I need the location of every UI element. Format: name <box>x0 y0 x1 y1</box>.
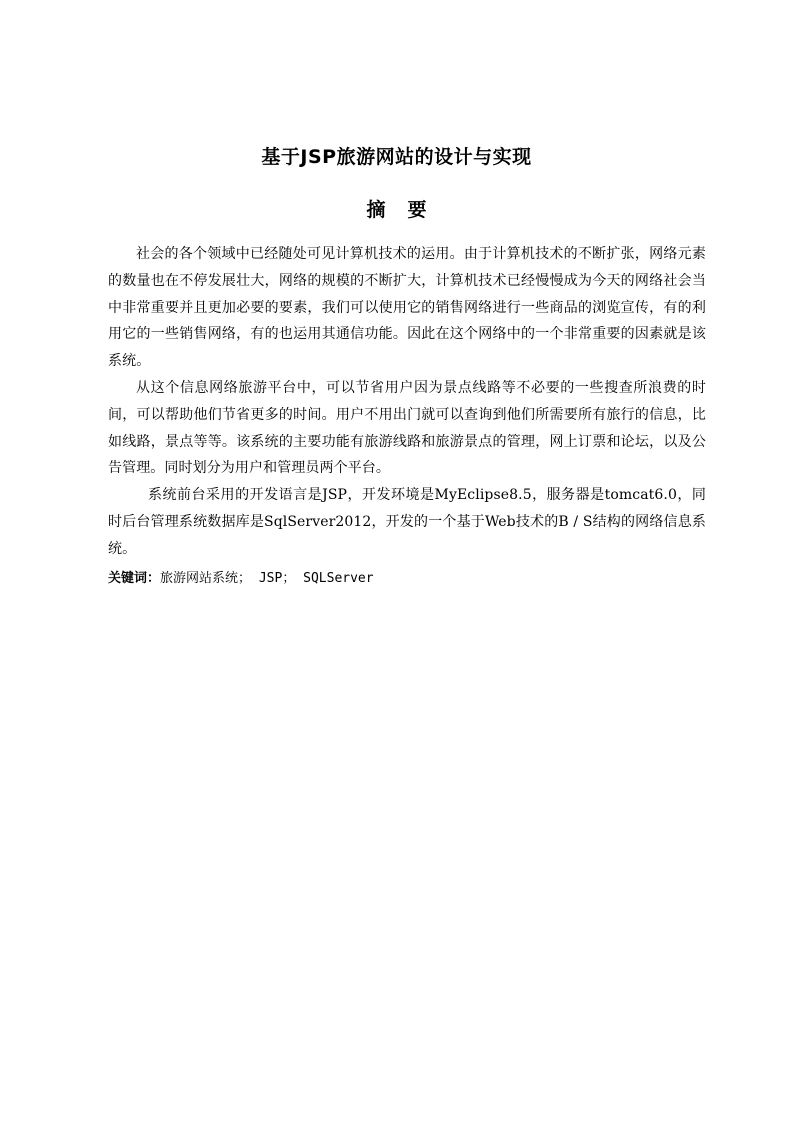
document-title: 基于JSP旅游网站的设计与实现 <box>261 146 532 168</box>
abstract-body <box>108 241 706 591</box>
keywords-line <box>108 567 706 591</box>
abstract-paragraph-3: 系统前台采用的开发语言是JSP，开发环境是MyEclipse8.5，服务器是tomcat6.0，同时后台管理系统数据库是SqlServer2012，开发的一个基于Web技术的B / S结构的网络信息系统。 <box>108 487 706 557</box>
keywords-value: 旅游网站系统； JSP； SQLServer <box>160 570 374 586</box>
keywords-label: 关键词： <box>108 570 161 586</box>
abstract-paragraph-1: 社会的各个领域中已经随处可见计算机技术的运用。由于计算机技术的不断扩张，网络元素的数量也在不停发展壮大，网络的规模的不断扩大，计算机技术已经慢慢成为今天的网络社会当中非常重要并且更加必要的要素，我们可以使用它的销售网络进行一些商品的浏览宣传，有的利用它的一些销售网络，有的也运用其通信功能。因此在这个网络中的一个非常重要的因素就是该系统。 <box>108 246 706 370</box>
abstract-paragraph-2: 从这个信息网络旅游平台中，可以节省用户因为景点线路等不必要的一些搜查所浪费的时间，可以帮助他们节省更多的时间。用户不用出门就可以查询到他们所需要所有旅行的信息，比如线路，景点等等。该系统的主要功能有旅游线路和旅游景点的管理，网上订票和论坛，以及公告管理。同时划分为用户和管理员两个平台。 <box>108 379 706 477</box>
abstract-heading: 摘要 <box>366 199 449 221</box>
